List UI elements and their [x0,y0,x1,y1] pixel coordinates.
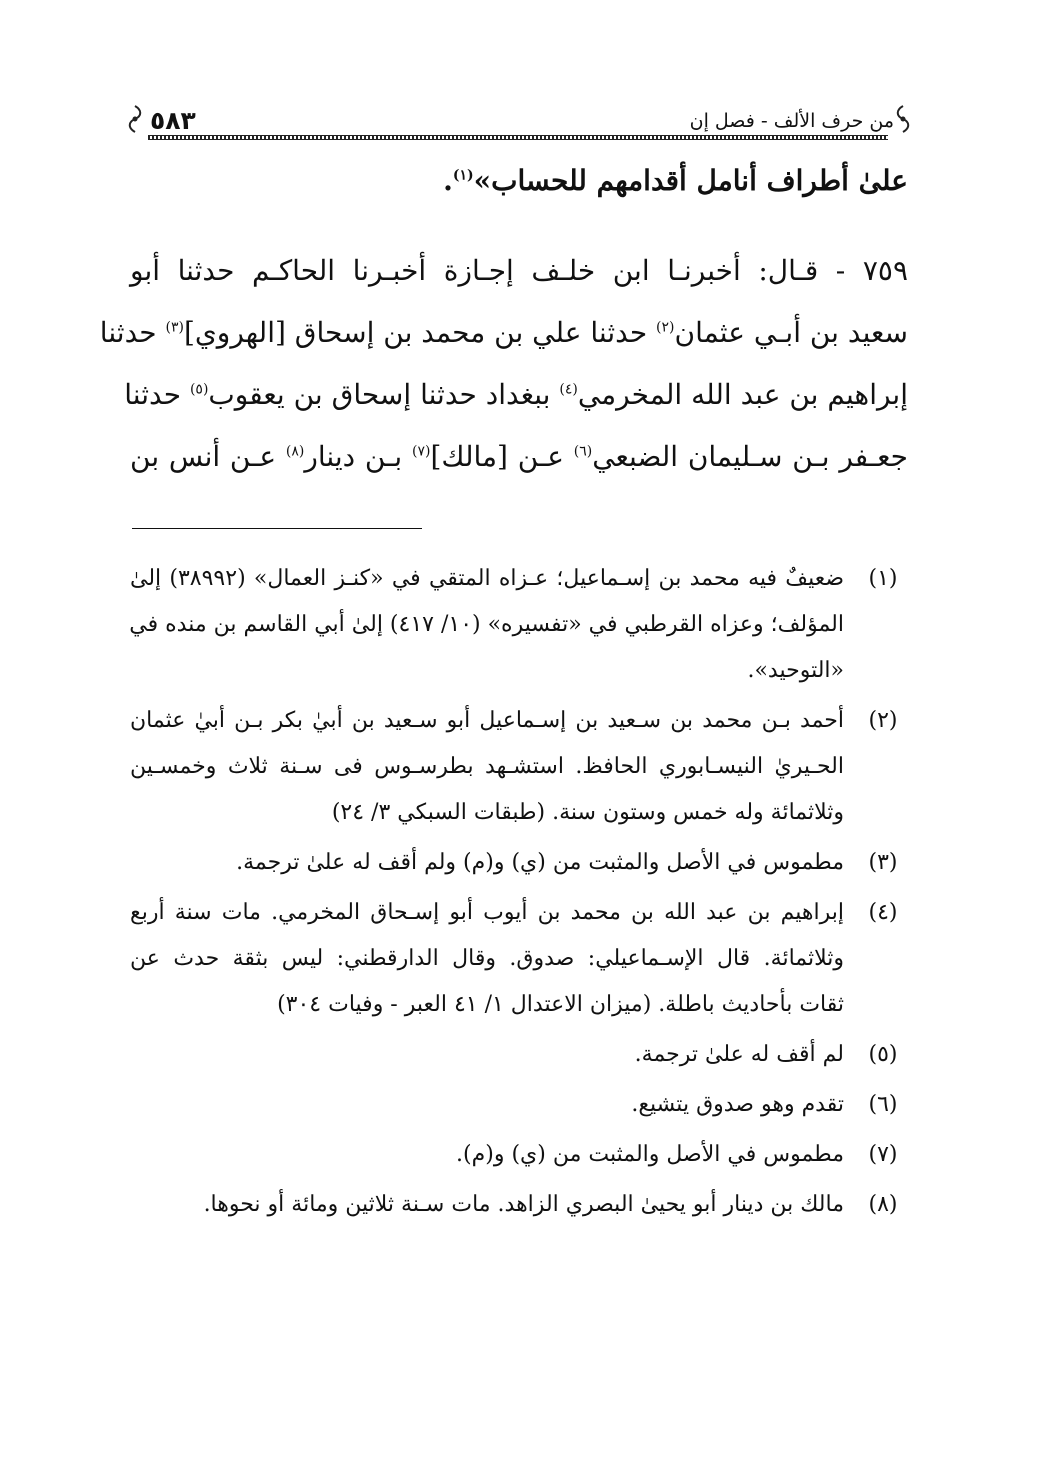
footnote-line: مطموس في الأصل والمثبت من (ي) و(م) ولم أقف له علىٰ ترجمة. [236,850,844,875]
footnote [130,698,908,836]
footnote [130,1032,908,1078]
ornament-icon [892,104,914,134]
footnote-line: المؤلف؛ وعزاه القرطبي في «تفسيره» (١٠/ ٤١٧) إلىٰ أبي القاسم بن منده في [129,612,844,637]
footnote-number: (٤) [868,900,898,925]
text-line: سعيد بن أبـي عثمان$^{(٢)}$ حدثنا علي بن محمد بن إسحاق [الهروي]$^{(٣)}$ حدثنا [99,316,908,349]
page-number: ٥٨٣ [150,106,196,135]
footnote-line: تقدم وهو صدوق يتشيع. [631,1092,844,1117]
footnote [130,1182,908,1228]
ornament-icon [124,104,146,134]
footnote [130,840,908,886]
footnote-line: «التوحيد». [747,658,844,683]
text-line: ٧٥٩ - قـال: أخبرنـا ابن خلـف إجـازة أخبـرنا الحاكـم حدثنا أبو [130,254,908,287]
footnote-line: أحمد بـن محمد بن سـعيد بن إسـماعيل أبو سـعيد بن أبيٰ بكر بـن أبيٰ عثمان [130,708,844,733]
footnote-line: ثقات بأحاديث باطلة. (ميزان الاعتدال ١/ ٤١ العبر - وفيات ٣٠٤) [277,992,844,1017]
footnote-line: وثلاثمائة وله خمس وستون سنة. (طبقات السبكي ٣/ ٢٤) [331,800,844,825]
footnote-line: وثلاثمائة. قال الإسـماعيلي: صدوق. وقال الدارقطني: ليس بثقة حدث عن [130,946,844,971]
footnote-number: (٣) [868,850,898,875]
footnote-separator [132,528,422,529]
footnote-line: الحـيريٰ النيسـابوري الحافظ. استشـهد بطرسـوس فى سـنة ثلاث وخمسـين [130,754,844,779]
footnote-number: (٨) [868,1192,898,1217]
header-title: من حرف الألف - فصل إن [689,110,894,132]
footnote-number: (٥) [868,1042,898,1067]
footnote-line: ضعيفٌ فيه محمد بن إسـماعيل؛ عـزاه المتقي في «كنـز العمال» (٣٨٩٩٢) إلىٰ [130,566,844,591]
footnote [130,1132,908,1178]
footnote-line: مطموس في الأصل والمثبت من (ي) و(م). [456,1142,844,1167]
footnote-number: (٧) [868,1142,898,1167]
footnote [130,1082,908,1128]
footnote-number: (١) [868,566,898,591]
footnotes [130,556,908,1232]
footnote-number: (٦) [868,1092,898,1117]
footnote-line: لم أقف له علىٰ ترجمة. [634,1042,844,1067]
footnote [130,556,908,694]
text-line: علىٰ أطراف أنامل أقدامهم للحساب»$^{(١)}$. [443,164,908,197]
footnote [130,890,908,1028]
footnote-number: (٢) [868,708,898,733]
text-line: جعـفر بـن سـليمان الضبعي$^{(٦)}$ عـن [مالك]$^{(٧)}$ بـن دينار$^{(٨)}$ عـن أنس بن [130,440,908,473]
running-header [128,100,908,140]
header-rule [148,135,888,140]
footnote-line: مالك بن دينار أبو يحيىٰ البصري الزاهد. مات سـنة ثلاثين ومائة أو نحوها. [203,1192,844,1217]
text-line: إبراهيم بن عبد الله المخرمي$^{(٤)}$ ببغداد حدثنا إسحاق بن يعقوب$^{(٥)}$ حدثنا [124,378,908,411]
footnote-line: إبراهيم بن عبد الله بن محمد بن أيوب أبو إسـحاق المخرمي. مات سنة أربع [130,900,844,925]
main-text [99,150,908,488]
